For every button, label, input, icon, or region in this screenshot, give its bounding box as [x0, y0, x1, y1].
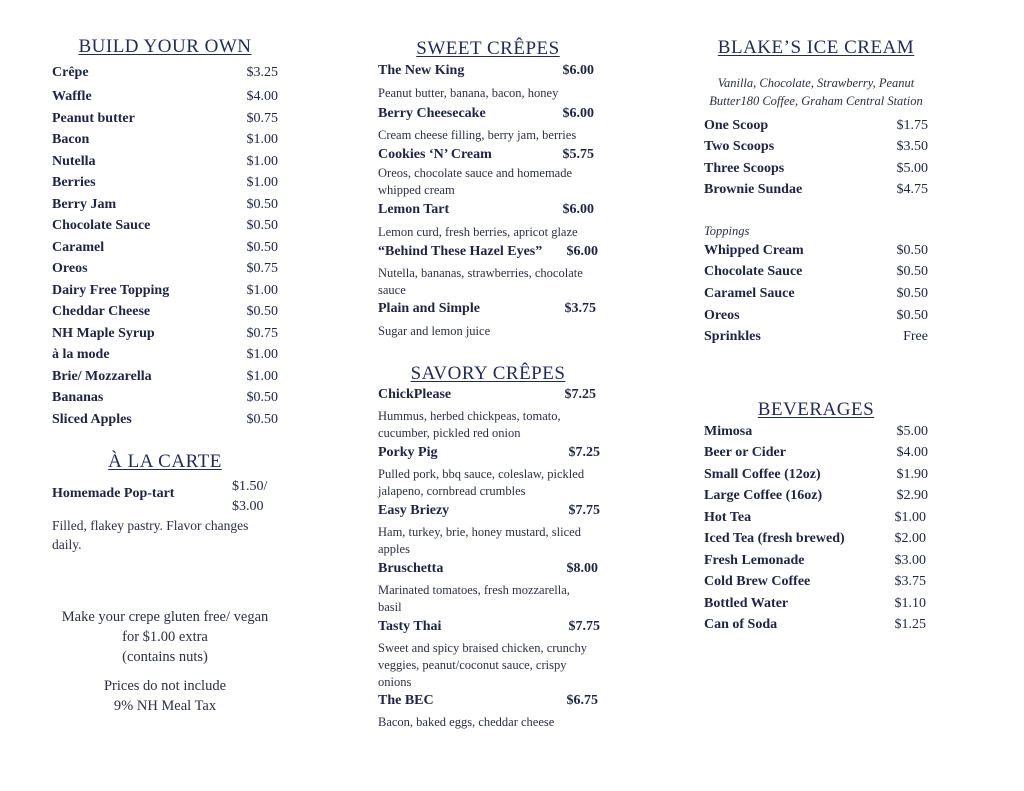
menu-item — [52, 65, 278, 81]
note-line: Prices do not include — [103, 678, 227, 694]
price-single: $1.50/ — [232, 479, 268, 494]
item-price: $6.00 — [562, 63, 594, 78]
item-price: $1.00 — [894, 510, 926, 525]
item-price: $6.00 — [562, 202, 594, 217]
item-name: Chocolate Sauce — [52, 218, 151, 233]
item-name: Berries — [52, 175, 96, 190]
item-price: $1.00 — [246, 175, 278, 190]
topping-item — [704, 308, 928, 324]
item-price: $0.50 — [246, 304, 278, 319]
item-name: Cookies ‘N’ Cream — [378, 147, 492, 162]
item-description: Oreos, chocolate sauce and homemade whipped cream — [378, 166, 573, 197]
menu-item — [378, 301, 596, 317]
menu-item — [52, 283, 278, 299]
item-name: Nutella — [52, 154, 96, 169]
item-price: $8.00 — [566, 561, 598, 576]
item-description: Pulled pork, bbq sauce, coleslaw, pickled jalapeno, cornbread crumbles — [378, 467, 585, 498]
note-line: (contains nuts) — [122, 649, 208, 665]
section-title-build-your-own: BUILD YOUR OWN — [78, 36, 252, 57]
topping-item — [704, 243, 928, 259]
item-price: $0.50 — [896, 264, 928, 279]
item-description: Bacon, baked eggs, cheddar cheese — [378, 715, 555, 729]
item-price: $0.75 — [246, 111, 278, 126]
menu-item — [52, 412, 278, 428]
item-description: Sweet and spicy braised chicken, crunchy veggies, peanut/coconut sauce, crispy onions — [378, 641, 587, 689]
flavors-line: Butter180 Coffee, Graham Central Station — [709, 94, 923, 108]
topping-item — [704, 264, 928, 280]
menu-item — [378, 503, 600, 519]
item-description: Filled, flakey pastry. Flavor changes daily. — [52, 518, 249, 552]
section-title-sweet-crepes: SWEET CRÊPES — [416, 38, 560, 59]
menu-item — [52, 197, 278, 213]
price-double: $3.00 — [232, 499, 264, 514]
section-title-beverages: BEVERAGES — [757, 399, 875, 420]
flavors-list — [700, 74, 932, 110]
item-name: Small Coffee (12oz) — [704, 467, 821, 482]
menu-item — [378, 693, 598, 709]
menu-item — [704, 182, 928, 198]
item-name: Plain and Simple — [378, 301, 480, 316]
item-name: One Scoop — [704, 118, 769, 133]
item-name: Oreos — [52, 261, 88, 276]
item-price: $0.50 — [896, 243, 928, 258]
item-name: Berry Cheesecake — [378, 106, 486, 121]
item-price: $0.50 — [246, 390, 278, 405]
menu-item — [52, 390, 278, 406]
item-name: Waffle — [52, 89, 92, 104]
item-name: The BEC — [378, 693, 434, 708]
item-name: Porky Pig — [378, 445, 438, 460]
menu-item — [704, 488, 928, 504]
menu-item — [52, 89, 278, 105]
item-price: $0.50 — [246, 218, 278, 233]
menu-item — [704, 424, 928, 440]
menu-item — [52, 132, 278, 148]
item-price: $4.00 — [246, 89, 278, 104]
item-price: $2.00 — [894, 531, 926, 546]
item-name: Cold Brew Coffee — [704, 574, 811, 589]
menu-item — [378, 387, 596, 403]
menu-item — [52, 240, 278, 256]
item-price: $7.75 — [568, 619, 600, 634]
menu-item — [378, 147, 594, 163]
item-name: Berry Jam — [52, 197, 117, 212]
item-name: Sprinkles — [704, 329, 761, 344]
item-price — [232, 477, 267, 517]
item-name: Caramel — [52, 240, 105, 255]
item-price: $1.00 — [246, 347, 278, 362]
item-name: Three Scoops — [704, 161, 785, 176]
item-price: $1.25 — [894, 617, 926, 632]
item-price: $1.75 — [896, 118, 928, 133]
item-name: Easy Briezy — [378, 503, 450, 518]
topping-item — [704, 286, 928, 302]
menu-item — [378, 202, 594, 218]
section-title-savory-crepes: SAVORY CRÊPES — [410, 363, 566, 384]
note-line: Make your crepe gluten free/ vegan — [61, 609, 269, 625]
item-price: $1.00 — [246, 154, 278, 169]
item-description: Marinated tomatoes, fresh mozzarella, basil — [378, 583, 570, 614]
item-name: “Behind These Hazel Eyes” — [378, 244, 543, 259]
item-price: $7.75 — [568, 503, 600, 518]
menu-item — [704, 445, 928, 461]
item-price: $1.10 — [894, 596, 926, 611]
menu-item — [52, 218, 278, 234]
menu-item — [378, 445, 600, 461]
item-price: $1.90 — [896, 467, 928, 482]
menu-item — [52, 304, 278, 320]
item-price: $0.50 — [246, 240, 278, 255]
menu-item — [52, 369, 278, 385]
item-price: $1.00 — [246, 132, 278, 147]
menu-item — [52, 347, 278, 363]
item-price: $7.25 — [564, 387, 596, 402]
item-price: $3.50 — [896, 139, 928, 154]
item-price: $5.75 — [562, 147, 594, 162]
menu-item — [378, 63, 594, 79]
item-price: $6.00 — [562, 106, 594, 121]
item-description: Ham, turkey, brie, honey mustard, sliced apples — [378, 525, 581, 556]
menu-item — [52, 326, 278, 342]
item-name: Dairy Free Topping — [52, 283, 170, 298]
menu-item — [704, 139, 928, 155]
menu-item — [52, 154, 278, 170]
item-price: $0.50 — [896, 308, 928, 323]
item-price: $6.75 — [566, 693, 598, 708]
menu-item — [378, 244, 598, 260]
item-name: Whipped Cream — [704, 243, 804, 258]
item-price: $3.75 — [894, 574, 926, 589]
item-description: Hummus, herbed chickpeas, tomato, cucumber, pickled red onion — [378, 409, 561, 440]
gluten-free-note — [40, 607, 290, 667]
item-price: $2.90 — [896, 488, 928, 503]
section-title-ice-cream: BLAKE’S ICE CREAM — [717, 37, 915, 58]
item-name: Two Scoops — [704, 139, 775, 154]
item-name: Fresh Lemonade — [704, 553, 805, 568]
item-description: Peanut butter, banana, bacon, honey — [378, 86, 559, 100]
item-price: $5.00 — [896, 161, 928, 176]
item-name: Iced Tea (fresh brewed) — [704, 531, 845, 546]
menu-item — [704, 553, 926, 569]
note-line: 9% NH Meal Tax — [113, 698, 217, 714]
section-title-a-la-carte: À LA CARTE — [108, 451, 222, 472]
item-price: $0.75 — [246, 326, 278, 341]
item-name: Brie/ Mozzarella — [52, 369, 152, 384]
item-name: Cheddar Cheese — [52, 304, 151, 319]
item-name: Bacon — [52, 132, 90, 147]
flavors-line: Vanilla, Chocolate, Strawberry, Peanut — [717, 76, 915, 90]
item-name: Can of Soda — [704, 617, 778, 632]
item-price: $5.00 — [896, 424, 928, 439]
item-description: Nutella, bananas, strawberries, chocolate sauce — [378, 266, 583, 297]
toppings-label: Toppings — [704, 224, 750, 238]
item-price: $3.00 — [894, 553, 926, 568]
item-name: Peanut butter — [52, 111, 135, 126]
item-price: $0.50 — [246, 412, 278, 427]
item-name: ChickPlease — [378, 387, 452, 402]
item-name: à la mode — [52, 347, 110, 362]
item-price: $4.75 — [896, 182, 928, 197]
note-line: for $1.00 extra — [122, 629, 208, 645]
item-description: Lemon curd, fresh berries, apricot glaze — [378, 225, 578, 239]
topping-item — [704, 329, 928, 345]
item-name: Homemade Pop-tart — [52, 486, 175, 501]
item-price: $7.25 — [568, 445, 600, 460]
menu-item — [52, 175, 278, 191]
menu-item — [52, 111, 278, 127]
menu-item — [704, 510, 926, 526]
item-name: Crêpe — [52, 65, 89, 80]
item-name: Tasty Thai — [378, 619, 442, 634]
item-price: $4.00 — [896, 445, 928, 460]
item-price: $3.75 — [564, 301, 596, 316]
item-price: $1.00 — [246, 283, 278, 298]
menu-item — [704, 161, 928, 177]
menu-item — [704, 617, 926, 633]
item-price: Free — [903, 329, 928, 344]
item-price: $6.00 — [566, 244, 598, 259]
item-name: The New King — [378, 63, 465, 78]
menu-item — [378, 619, 600, 635]
menu-item — [704, 467, 928, 483]
menu-item — [704, 596, 926, 612]
item-name: Bruschetta — [378, 561, 444, 576]
item-price: $0.75 — [246, 261, 278, 276]
menu-item — [704, 118, 928, 134]
item-name: Bottled Water — [704, 596, 789, 611]
item-name: Large Coffee (16oz) — [704, 488, 823, 503]
item-description: Cream cheese filling, berry jam, berries — [378, 128, 577, 142]
item-name: Oreos — [704, 308, 740, 323]
item-name: Brownie Sundae — [704, 182, 803, 197]
item-price: $0.50 — [896, 286, 928, 301]
item-name: Lemon Tart — [378, 202, 450, 217]
item-name: Caramel Sauce — [704, 286, 795, 301]
item-description: Sugar and lemon juice — [378, 324, 491, 338]
item-name: Chocolate Sauce — [704, 264, 803, 279]
item-name: NH Maple Syrup — [52, 326, 155, 341]
item-name: Sliced Apples — [52, 412, 132, 427]
menu-item — [704, 531, 926, 547]
menu-item — [378, 561, 598, 577]
item-name: Hot Tea — [704, 510, 752, 525]
menu-item — [52, 261, 278, 277]
menu-item — [378, 106, 594, 122]
tax-note — [40, 676, 290, 716]
menu-item — [704, 574, 926, 590]
item-name: Bananas — [52, 390, 104, 405]
item-price: $3.25 — [246, 65, 278, 80]
item-price: $1.00 — [246, 369, 278, 384]
item-price: $0.50 — [246, 197, 278, 212]
item-name: Mimosa — [704, 424, 753, 439]
item-name: Beer or Cider — [704, 445, 786, 460]
